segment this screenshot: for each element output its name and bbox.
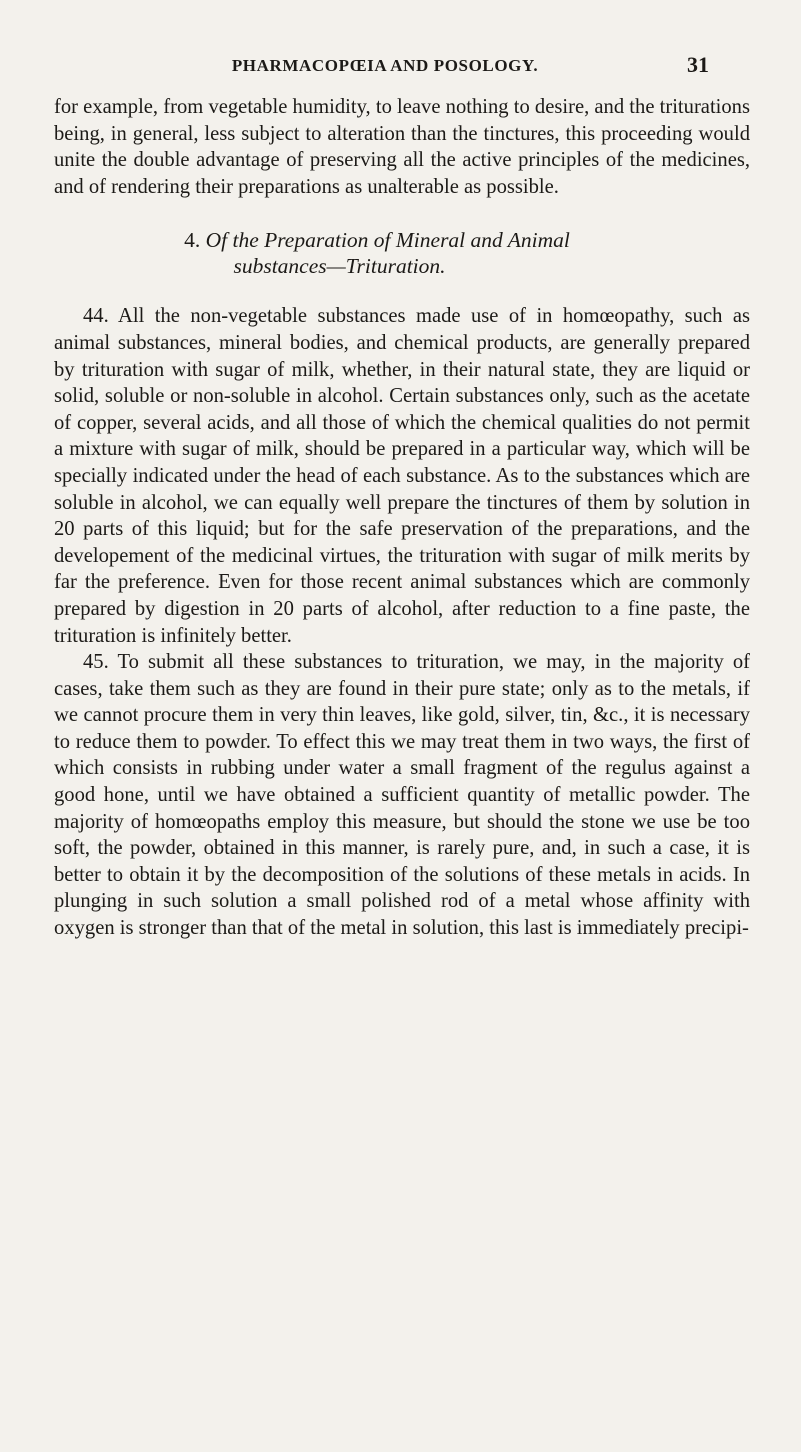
section-title-line1: Of the Preparation of Mineral and Animal xyxy=(205,228,570,253)
section-heading-line1 xyxy=(54,227,750,253)
running-head xyxy=(0,52,801,82)
section-number: 4. xyxy=(184,228,201,253)
section-heading xyxy=(54,227,750,279)
page-number: 31 xyxy=(687,52,709,77)
paragraph-44: 44. All the non-vegetable substances made use of in homœopathy, such as animal substances, mineral bodies, and chemical products, are generally prepared by trituration with sugar of milk, whether, in their natural state, they are liquid or solid, soluble or non-soluble in alcohol. Certain substances only, such as the acetate of copper, several acids, and all those of which the chemical qualities do not permit a mixture with sugar of milk, should be prepared in a particular way, which will be specially indicated under the head of each substance. As to the substances which are soluble in alcohol, we can equally well prepare the tinctures of them by solution in 20 parts of this liquid; but for the safe preservation of the preparations, and the developement of the medicinal virtues, the trituration with sugar of milk merits by far the preference. Even for those recent animal substances which are commonly prepared by digestion in 20 parts of alcohol, after reduction to a fine paste, the trituration is infinitely better. xyxy=(54,305,750,647)
body-text xyxy=(54,94,750,942)
paragraph-continuation: for example, from vegetable humidity, to leave nothing to desire, and the triturations being, in general, less subject to alteration than the tinctures, this proceeding would unite the double advantage of preserving all the active principles of the medicines, and of rendering their preparations as unalterable as possible. xyxy=(54,96,750,198)
paragraph-45: 45. To submit all these substances to trituration, we may, in the majority of cases, take them such as they are found in their pure state; only as to the metals, if we cannot procure them in very thin leaves, like gold, silver, tin, &c., it is necessary to reduce them to powder. To effect this we may treat them in two ways, the first of which consists in rubbing under water a small fragment of the regulus against a good hone, until we have obtained a sufficient quantity of metallic powder. The majority of homœopaths employ this measure, but should the stone we use be too soft, the powder, obtained in this manner, is rarely pure, and, in such a case, it is better to obtain it by the decomposition of the solutions of these metals in acids. In plunging in such solution a small polished rod of a metal whose affinity with oxygen is stronger than that of the metal in solution, this last is immediately precipi- xyxy=(54,651,750,940)
running-title: PHARMACOPŒIA AND POSOLOGY. xyxy=(231,56,539,75)
section-title-line2: substances—Trituration. xyxy=(233,254,446,279)
